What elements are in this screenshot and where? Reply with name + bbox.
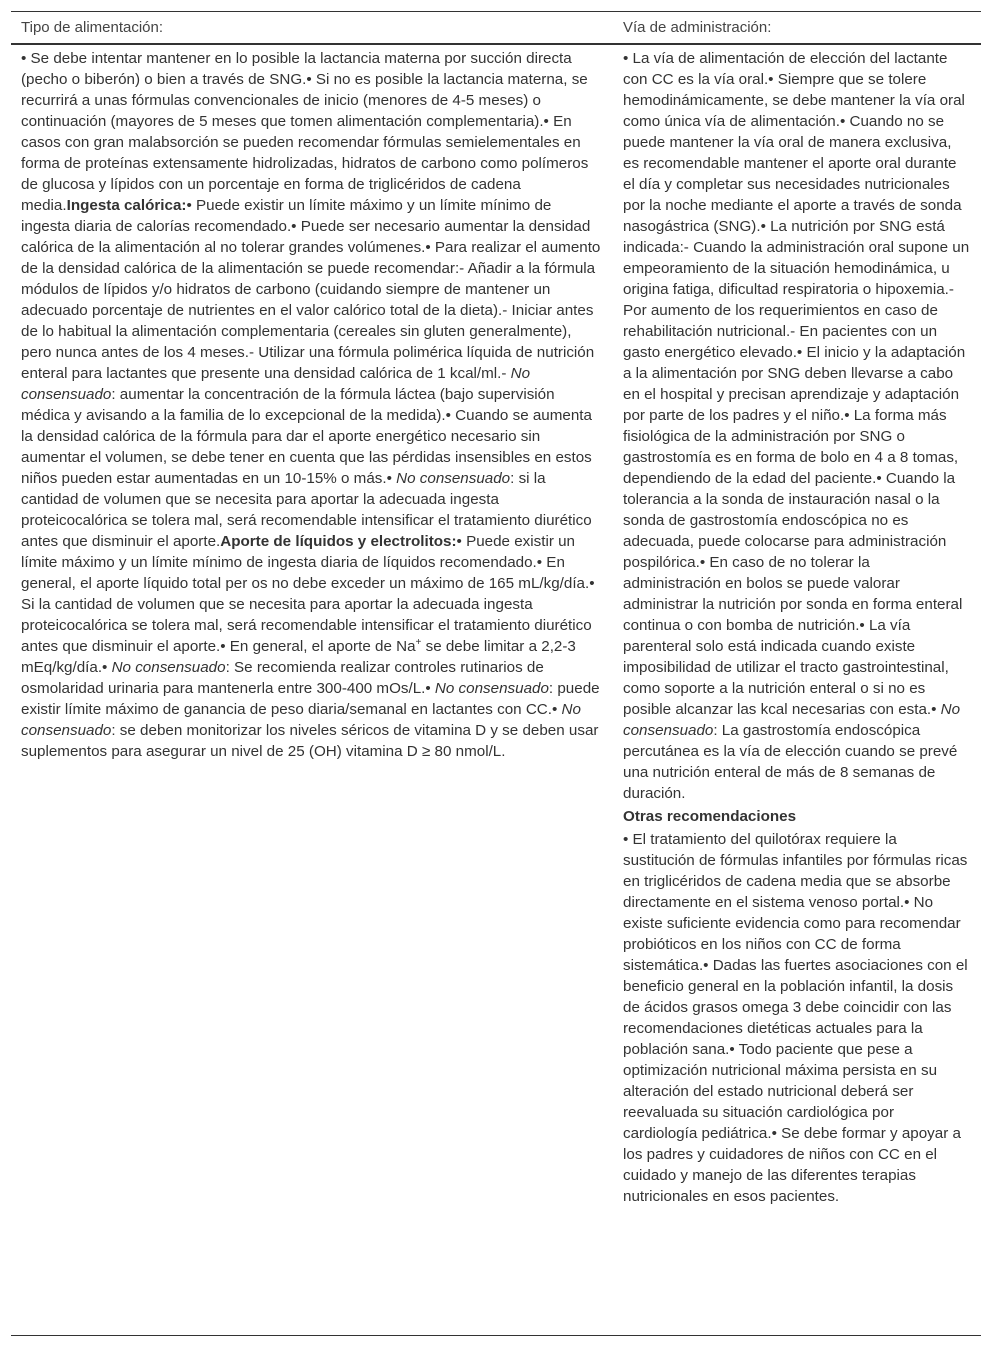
text-run: : se deben monitorizar los niveles séricos de vitamina D y se deben usar suplementos para asegurar un nivel de 25 (OH) vitamina D ≥ 80 nmol/L. xyxy=(21,722,599,760)
other-recommendations-heading: Otras recomendaciones xyxy=(623,808,797,825)
other-recommendations-text: • El tratamiento del quilotórax requiere la sustitución de fórmulas infantiles por fórmulas ricas en triglicéridos de cadena media que se absorbe directamente en el sistema venoso portal.• No existe suficiente evidencia como para recomendar probióticos en los niños con CC de forma sistemática.• Dadas las fuertes asociaciones con el beneficio general en la población infantil, la dosis de ácidos grasos omega 3 debe coincidir con las recomendaciones dietéticas actuales para la población sana.• Todo paciente que pese a optimización nutricional máxima persista en su alteración del estado nutricional deberá ser reevaluada su situación cardiológica por cardiología pediátrica.• Se debe formar y apoyar a los padres y cuidadores de niños con CC en el cuidado y manejo de las diferentes terapias nutricionales en esos pacientes. xyxy=(623,831,968,1205)
section-heading: Aporte de líquidos y electrolitos: xyxy=(220,533,457,550)
not-consensus-label: No consensuado xyxy=(111,659,226,676)
text-run: + xyxy=(415,636,422,648)
not-consensus-label: No consensuado xyxy=(396,470,511,487)
text-run: : aumentar la concentración de la fórmula láctea (bajo supervisión médica y avisando a la familia de lo excepcional de la medida).• Cuando se aumenta la densidad calórica de la fórmula para dar el aporte energético necesario sin aumentar el volumen, se debe tener en cuenta que las pérdidas insensibles en estos niños pueden estar aumentadas en un 10-15% o más.• xyxy=(21,386,592,487)
table-header-row xyxy=(11,12,981,45)
text-run: : Se recomienda realizar controles rutinarios de osmolaridad urinaria para mantenerla entre 300-400 mOs/L.• xyxy=(21,659,544,697)
text-run: • La vía de alimentación de elección del lactante con CC es la vía oral.• Siempre que se tolere hemodinámicamente, se debe mantener la vía oral como única vía de alimentación.• Cuando no se puede mantener la vía oral de manera exclusiva, es recomendable mantener el aporte oral durante el día y completar sus necesidades nutricionales por la noche mediante el aporte a través de sonda nasogástrica (SNG).• La nutrición por SNG está indicada:- Cuando la administración oral supone un empeoramiento de la situación hemodinámica, u origina fatiga, dificultad respiratoria o hipoxemia.- Por aumento de los requerimientos en caso de rehabilitación nutricional.- En pacientes con un gasto energético elevado.• El inicio y la adaptación a la alimentación por SNG deben llevarse a cabo en el hospital y precisan aprendizaje y adaptación por parte de los padres y el niño.• La forma más fisiológica de la administración por SNG o gastrostomía es en forma de bolo en 4 a 8 tomas, dependiendo de la edad del paciente.• Cuando la tolerancia a la sonda de instauración nasal o la sonda de gastrostomía endoscópica no es adecuada, puede colocarse para administración pospilórica.• En caso de no tolerar la administración en bolos se puede valorar administrar la nutrición por sonda en forma enteral continua o con bomba de nutrición.• La vía parenteral solo está indicada cuando existe imposibilidad de utilizar el tracto gastrointestinal, como soporte a la nutrición enteral o si no es posible alcanzar las kcal necesarias con esta.• xyxy=(623,50,970,718)
not-consensus-label: No consensuado xyxy=(21,701,581,739)
not-consensus-label: No consensuado xyxy=(623,701,961,739)
feeding-type-text xyxy=(21,48,603,762)
administration-route-text xyxy=(623,48,971,804)
text-run: : La gastrostomía endoscópica percutánea es la vía de elección cuando se prevé una nutrición enteral de más de 8 semanas de duración. xyxy=(623,722,958,802)
table-row xyxy=(11,44,981,1336)
cell-feeding-type xyxy=(11,44,613,1336)
text-run: : puede existir límite máximo de ganancia de peso diaria/semanal en lactantes con CC.• xyxy=(21,680,600,718)
text-run: • Se debe intentar mantener en lo posible la lactancia materna por succión directa (pecho o biberón) o bien a través de SNG.• Si no es posible la lactancia materna, se recurrirá a unas fórmulas convencionales de inicio (menores de 4-5 meses) o continuación (mayores de 5 meses que tomen alimentación complementaria).• En casos con gran malabsorción se pueden recomendar fórmulas semielementales en forma de proteínas extensamente hidrolizadas, hidratos de carbono como polímeros de glucosa y lípidos con un porcentaje en forma de triglicéridos de cadena media. xyxy=(21,50,589,214)
recommendations-table xyxy=(11,11,981,1336)
text-run: • Puede existir un límite máximo y un límite mínimo de ingesta diaria de calorías recomendado.• Puede ser necesario aumentar la densidad calórica de la alimentación al no tolerar grandes volúmenes.• Para realizar el aumento de la densidad calórica de la alimentación se puede recomendar:- Añadir a la fórmula módulos de lípidos y/o hidratos de carbono (cuidando siempre de mantener un adecuado porcentaje de nutrientes en el valor calórico total de la dieta).- Iniciar antes de lo habitual la alimentación complementaria (cereales sin gluten generalmente), pero nunca antes de los 4 meses.- Utilizar una fórmula polimérica líquida de nutrición enteral para lactantes que presente una densidad calórica de 1 kcal/ml.- xyxy=(21,197,601,382)
header-feeding-type: Tipo de alimentación: xyxy=(11,12,613,45)
recommendations-table-wrapper xyxy=(11,11,981,1336)
not-consensus-label: No consensuado xyxy=(21,365,531,403)
section-heading: Ingesta calórica: xyxy=(66,197,187,214)
not-consensus-label: No consensuado xyxy=(434,680,549,697)
text-run: se debe limitar a 2,2-3 mEq/kg/día.• xyxy=(21,638,576,676)
header-administration-route: Vía de administración: xyxy=(613,12,981,45)
text-run: : si la cantidad de volumen que se necesita para aportar la adecuada ingesta proteicocalórica se tolera mal, será recomendable intensificar el tratamiento diurético antes que disminuir el aporte. xyxy=(21,470,592,550)
text-run: • Puede existir un límite máximo y un límite mínimo de ingesta diaria de líquidos recomendado.• En general, el aporte líquido total per os no debe exceder un máximo de 165 mL/kg/día.• Si la cantidad de volumen que se necesita para aportar la adecuada ingesta proteicocalórica se tolera mal, será recomendable intensificar el tratamiento diurético antes que disminuir el aporte.• En general, el aporte de Na xyxy=(21,533,595,655)
cell-administration-route xyxy=(613,44,981,1336)
